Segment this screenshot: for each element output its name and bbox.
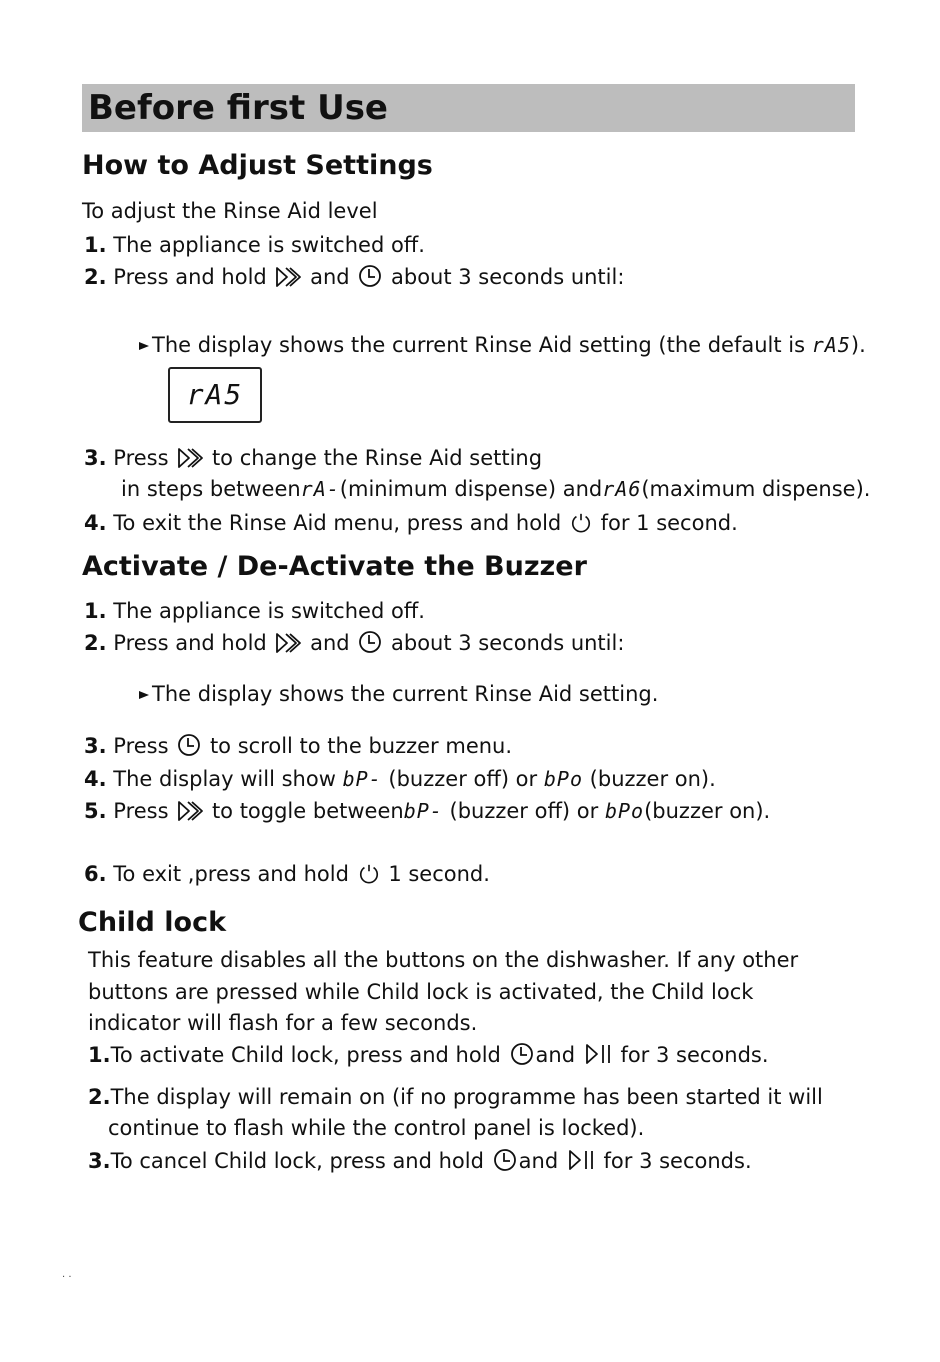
page-footer-dots: · ·	[62, 1272, 72, 1283]
clock-icon	[493, 1148, 517, 1172]
step-number: 3.	[84, 446, 107, 470]
step-text: to toggle between	[211, 799, 404, 823]
step-text: (maximum dispense).	[641, 477, 871, 501]
step-text: Press	[113, 799, 169, 823]
step-text: The appliance is switched off.	[113, 599, 425, 623]
step-text: 1 second.	[388, 862, 490, 886]
double-chevron-icon	[177, 447, 203, 469]
display-code: rA5	[811, 333, 851, 357]
step-number: 1.	[84, 599, 107, 623]
step-text: for 3 seconds.	[603, 1149, 752, 1173]
adjust-step-3-line-2	[121, 475, 870, 503]
display-code: rA-	[300, 477, 340, 501]
step-text: Press	[113, 734, 169, 758]
step-text: To exit ,press and hold	[113, 862, 349, 886]
step-text: about 3 seconds until:	[391, 265, 625, 289]
step-number: 1.	[88, 1043, 111, 1067]
step-number: 3.	[88, 1149, 111, 1173]
step-text: Press and hold	[113, 265, 267, 289]
step-text: (buzzer on).	[589, 767, 716, 791]
section-banner	[82, 84, 855, 132]
child-lock-para-line: This feature disables all the buttons on the dishwasher. If any other	[88, 948, 799, 972]
step-text: To activate Child lock, press and hold	[110, 1043, 501, 1067]
step-number: 4.	[84, 511, 107, 535]
child-lock-heading: Child lock	[78, 907, 227, 938]
step-text: to change the Rinse Aid setting	[211, 446, 543, 470]
step-number: 4.	[84, 767, 107, 791]
display-code: bP-	[403, 799, 443, 823]
clock-icon	[510, 1042, 534, 1066]
step-text: (buzzer off) or	[449, 799, 599, 823]
double-chevron-icon	[275, 266, 301, 288]
clock-icon	[358, 264, 382, 288]
display-code: bPo	[604, 799, 645, 823]
child-lock-para-line: indicator will flash for a few seconds.	[88, 1011, 478, 1035]
triangle-bullet-icon	[138, 340, 150, 352]
clock-icon	[358, 630, 382, 654]
step-number: 6.	[84, 862, 107, 886]
buzzer-step-2	[84, 629, 624, 657]
buzzer-step-3	[84, 732, 512, 760]
display-panel	[168, 367, 262, 423]
buzzer-step-1	[84, 597, 425, 625]
buzzer-heading: Activate / De-Activate the Buzzer	[82, 551, 587, 582]
step-text: The display will show	[113, 767, 336, 791]
adjust-bullet	[136, 331, 866, 359]
bullet-text: ).	[850, 333, 866, 357]
display-code: rA6	[602, 477, 642, 501]
adjust-step-2	[84, 263, 624, 291]
adjust-step-1	[84, 231, 425, 259]
power-icon	[358, 863, 380, 885]
buzzer-step-6	[84, 860, 490, 888]
step-text: and	[535, 1043, 576, 1067]
step-number: 2.	[88, 1085, 111, 1109]
step-text: to scroll to the buzzer menu.	[209, 734, 513, 758]
step-text: (buzzer on).	[644, 799, 771, 823]
buzzer-step-4	[84, 765, 716, 793]
play-pause-icon	[584, 1042, 612, 1066]
banner-title: Before first Use	[88, 88, 388, 128]
step-number: 2.	[84, 631, 107, 655]
play-pause-icon	[567, 1148, 595, 1172]
adjust-step-3	[84, 444, 542, 472]
step-text: in steps between	[121, 477, 301, 501]
step-text: for 3 seconds.	[620, 1043, 769, 1067]
step-text: and	[310, 631, 350, 655]
display-code: bPo	[543, 767, 583, 791]
buzzer-bullet	[136, 680, 658, 708]
step-text: To cancel Child lock, press and hold	[110, 1149, 484, 1173]
child-lock-para-line: buttons are pressed while Child lock is activated, the Child lock	[88, 980, 754, 1004]
triangle-bullet-icon	[138, 689, 150, 701]
child-lock-step-3	[88, 1147, 752, 1175]
child-lock-step-1	[88, 1041, 769, 1069]
step-text: The display will remain on (if no programme has been started it will	[110, 1085, 823, 1109]
clock-icon	[177, 733, 201, 757]
display-readout: rA5	[186, 378, 244, 411]
child-lock-step-2	[88, 1083, 823, 1111]
step-text: (minimum dispense) and	[339, 477, 603, 501]
adjust-step-4	[84, 509, 738, 537]
buzzer-step-5	[84, 797, 770, 825]
double-chevron-icon	[275, 632, 301, 654]
step-text: Press and hold	[113, 631, 267, 655]
step-number: 2.	[84, 265, 107, 289]
step-text: for 1 second.	[600, 511, 738, 535]
step-text: and	[310, 265, 350, 289]
step-text: about 3 seconds until:	[391, 631, 625, 655]
step-number: 1.	[84, 233, 107, 257]
step-number: 5.	[84, 799, 107, 823]
step-text: and	[518, 1149, 559, 1173]
power-icon	[570, 512, 592, 534]
step-text: To exit the Rinse Aid menu, press and hold	[113, 511, 562, 535]
double-chevron-icon	[177, 800, 203, 822]
step-number: 3.	[84, 734, 107, 758]
adjust-intro: To adjust the Rinse Aid level	[82, 199, 378, 223]
child-lock-step-2-line-2: continue to flash while the control panel is locked).	[108, 1116, 645, 1140]
step-text: The appliance is switched off.	[113, 233, 425, 257]
step-text: Press	[113, 446, 169, 470]
step-text: (buzzer off) or	[388, 767, 538, 791]
bullet-text: The display shows the current Rinse Aid setting.	[152, 682, 659, 706]
bullet-text: The display shows the current Rinse Aid setting (the default is	[152, 333, 812, 357]
display-code: bP-	[342, 767, 382, 791]
adjust-heading: How to Adjust Settings	[82, 150, 433, 181]
